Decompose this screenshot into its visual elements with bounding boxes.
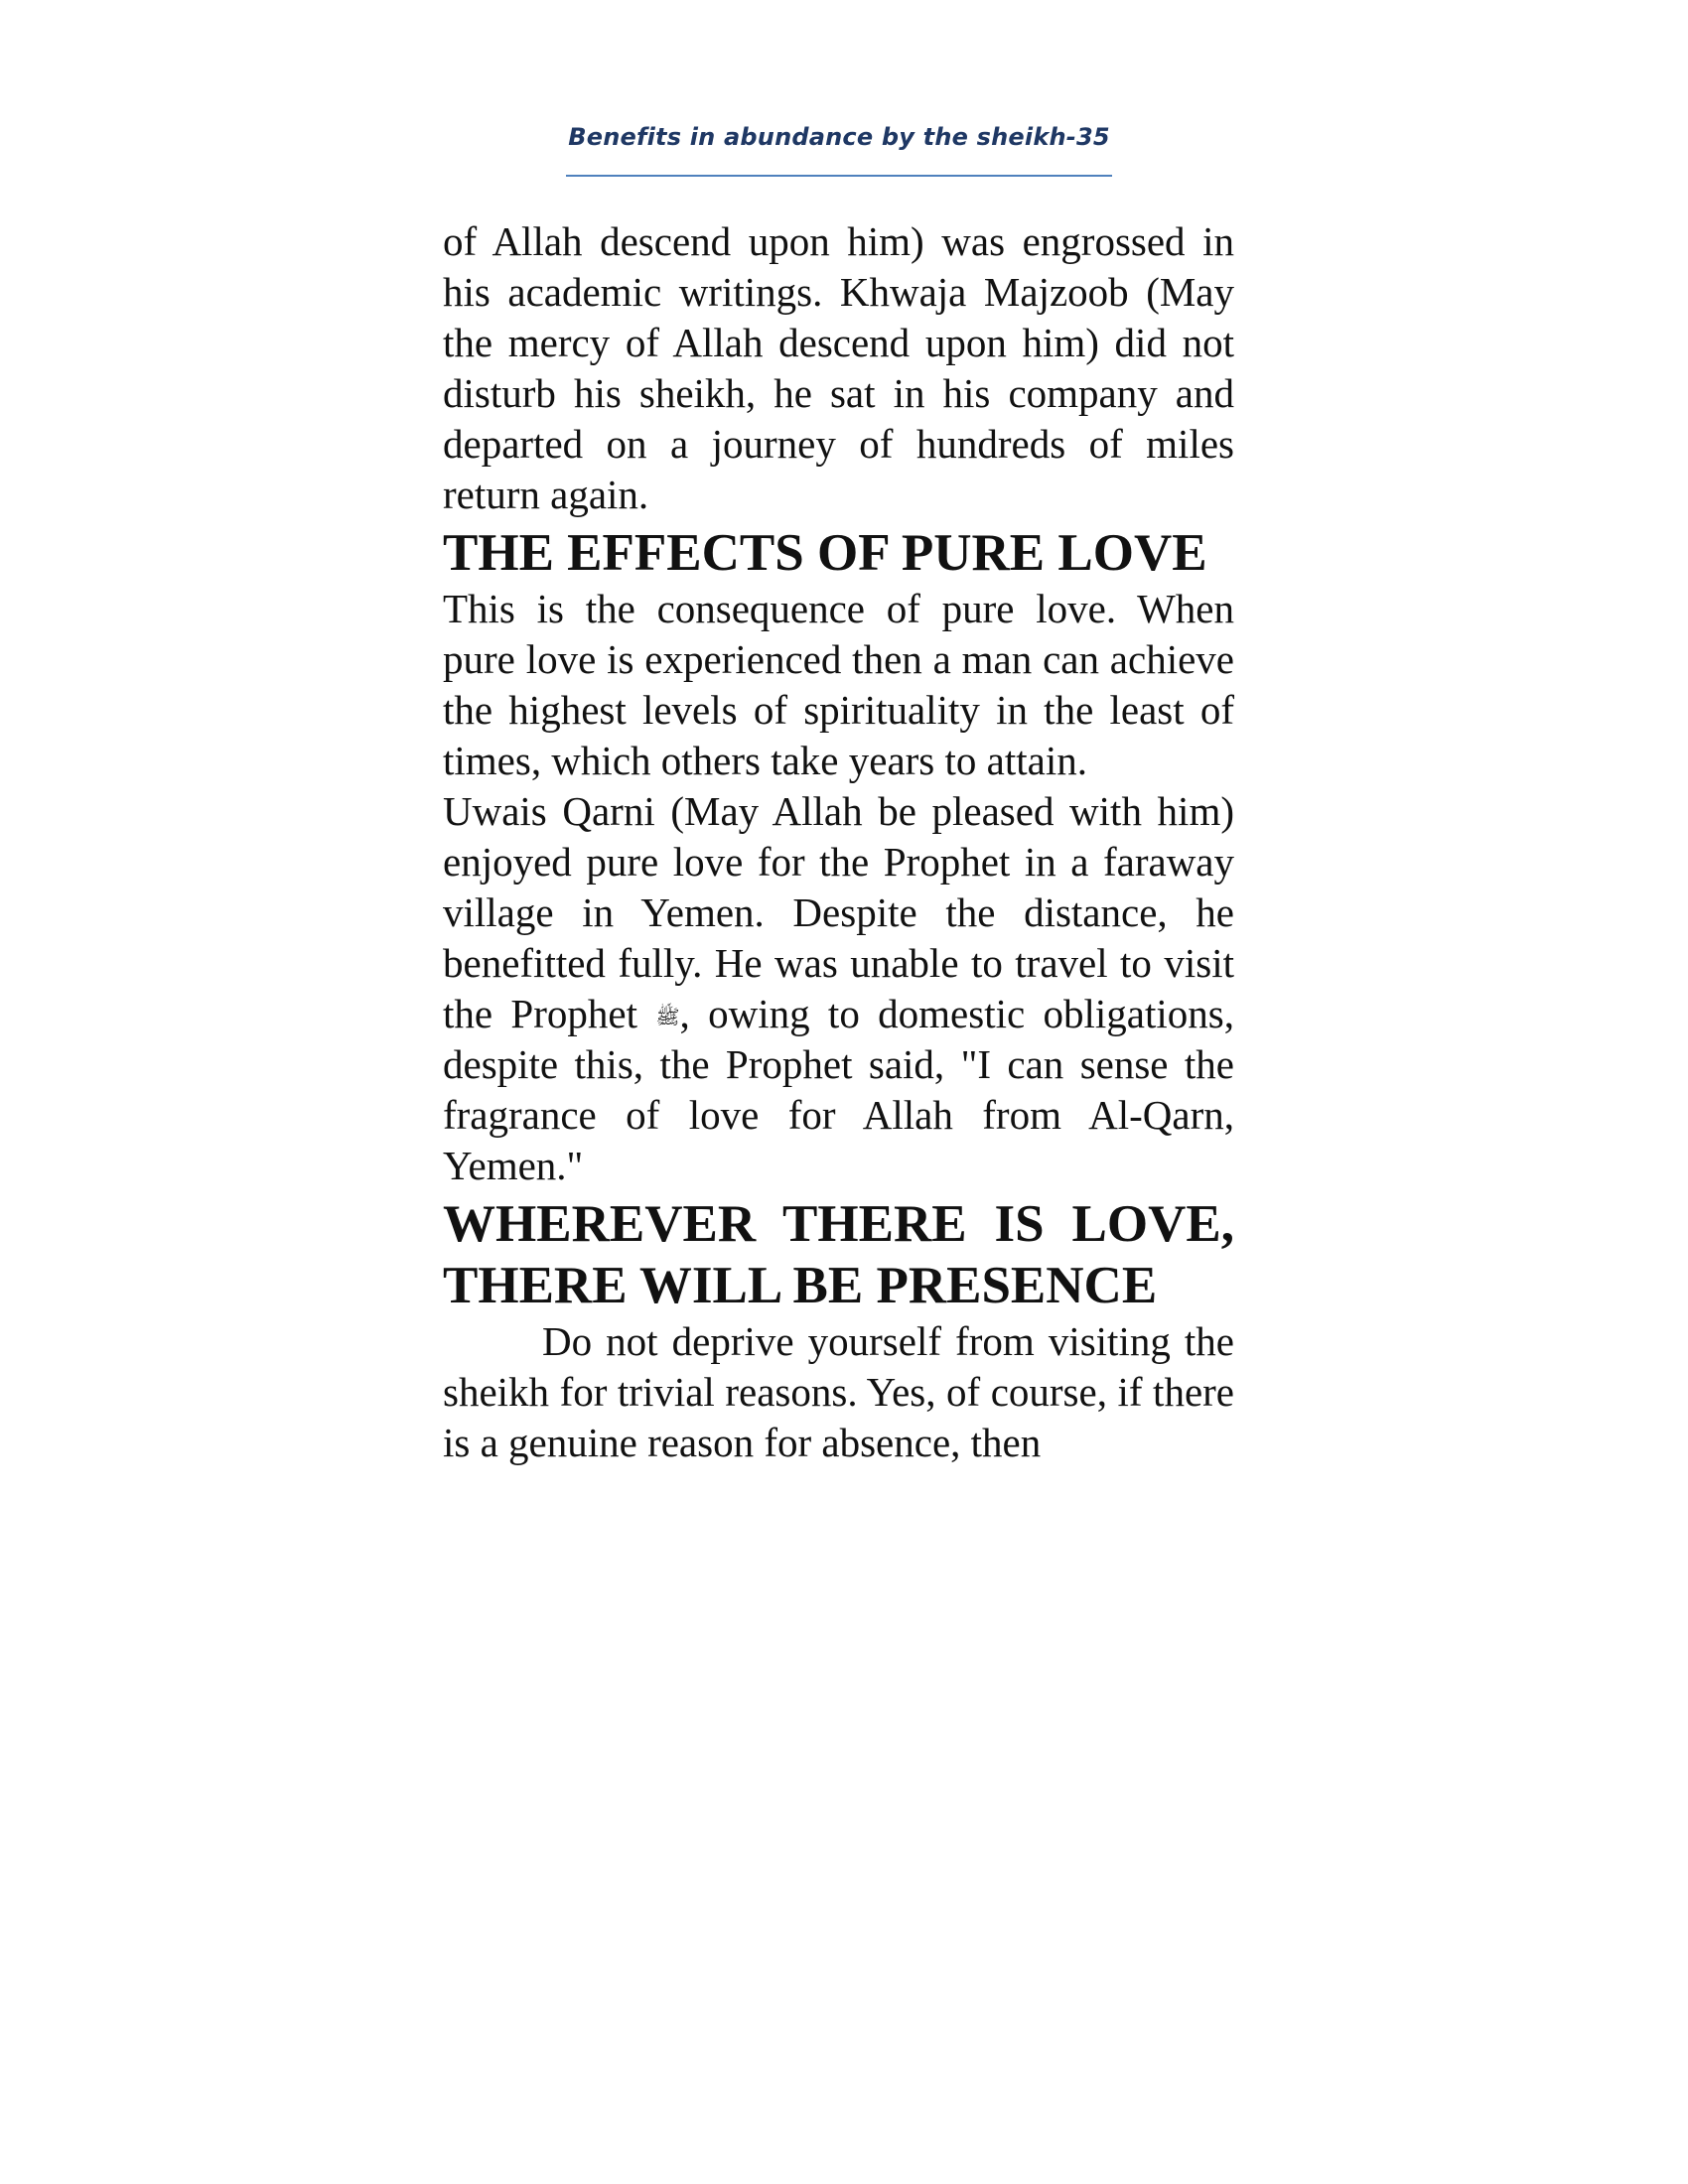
section-heading-effects-of-pure-love: THE EFFECTS OF PURE LOVE	[443, 524, 1207, 582]
running-header-title: Benefits in abundance by the sheikh-35	[568, 123, 1110, 151]
body-text	[443, 216, 1234, 1468]
paragraph-uwais-qarni-part2: , owing to domestic obligations, despite this, the Prophet said, "I can sense the fragrance of love for Allah from Al-Qarn, Yemen."	[443, 991, 1234, 1188]
salutation-glyph: ﷺ	[655, 1005, 680, 1028]
paragraph-pure-love: This is the consequence of pure love. When pure love is experienced then a man can achieve the highest levels of spirituality in the least of times, which others take years to attain.	[443, 586, 1234, 783]
section-heading-love-presence: WHEREVER THERE IS LOVE, THERE WILL BE PRESENCE	[443, 1195, 1234, 1314]
paragraph-continued: of Allah descend upon him) was engrossed in his academic writings. Khwaja Majzoob (May the mercy of Allah descend upon him) did not disturb his sheikh, he sat in his company and departed on a journey of hundreds of miles return again.	[443, 218, 1234, 517]
paragraph-visiting-sheikh: Do not deprive yourself from visiting the sheikh for trivial reasons. Yes, of course, if there is a genuine reason for absence, then	[443, 1318, 1234, 1465]
paragraph-uwais-qarni	[443, 786, 1234, 1191]
header-divider	[566, 175, 1112, 177]
paragraph-uwais-qarni-part1: Uwais Qarni (May Allah be pleased with him) enjoyed pure love for the Prophet in a faraway village in Yemen. Despite the distance, he benefitted fully. He was unable to travel to visit the Prophet	[443, 788, 1234, 1036]
